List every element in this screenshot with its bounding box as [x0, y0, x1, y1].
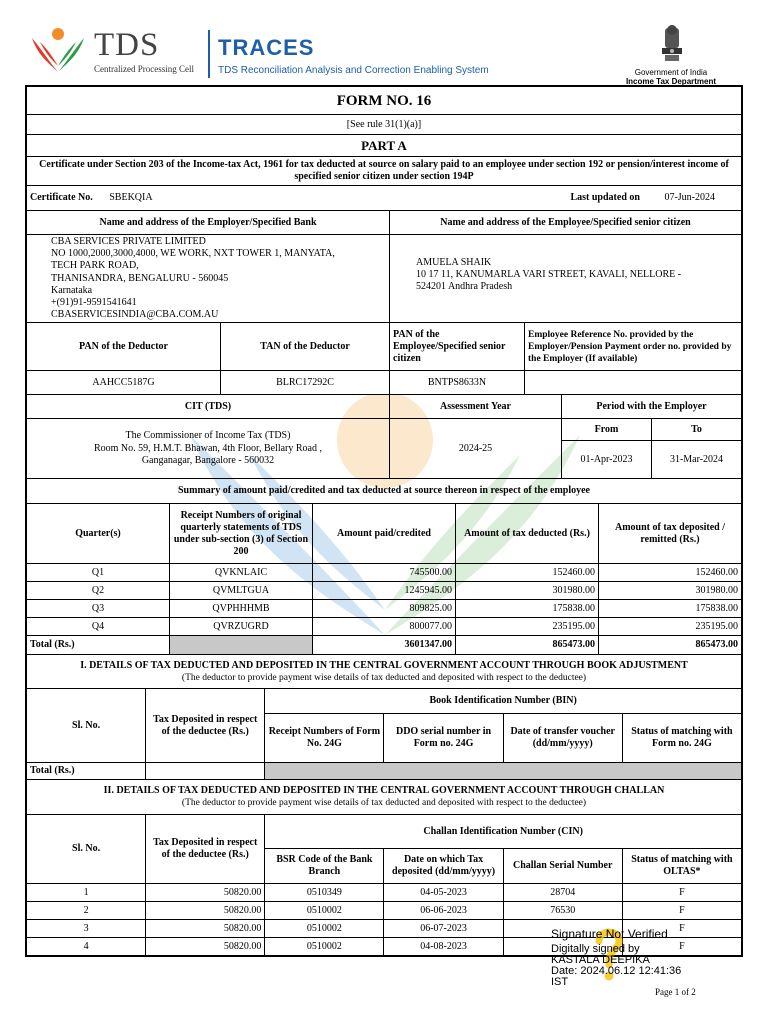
certificate-no-label: Certificate No.: [30, 192, 93, 203]
book-total-blank: [265, 763, 742, 780]
tax-deposited: 235195.00: [599, 618, 742, 636]
signature-date: Date: 2024.06.12 12:41:36: [551, 965, 682, 977]
challan-sl: 1: [27, 884, 146, 902]
table-row: [27, 600, 742, 618]
cin-heading: Challan Identification Number (CIN): [265, 815, 742, 849]
challan-col-bsr: BSR Code of the Bank Branch: [265, 849, 384, 884]
employer-line: CBASERVICESINDIA@CBA.COM.AU: [51, 309, 219, 321]
challan-note: (The deductor to provide payment wise details of tax deducted and deposited with respect to the deductee): [181, 798, 587, 809]
challan-col-serial: Challan Serial Number: [503, 849, 622, 884]
traces-title: TRACES: [218, 35, 315, 60]
employer-line: NO 1000,2000,3000,4000, WE WORK, NXT TOWER 1, MANYATA,: [51, 248, 335, 260]
pan-employee-label: PAN of the Employee/Specified senior citizen: [390, 323, 525, 371]
cit-address-line: Ganganagar, Bangalore - 560032: [141, 455, 275, 467]
period-from-label: From: [562, 419, 652, 441]
challan-sl: 4: [27, 938, 146, 956]
book-col-status: Status of matching with Form no. 24G: [622, 714, 741, 763]
challan-date: 04-08-2023: [384, 938, 503, 956]
period-label: Period with the Employer: [562, 395, 742, 419]
traces-subtitle: TDS Reconciliation Analysis and Correction Enabling System: [218, 65, 489, 76]
period-from: 01-Apr-2023: [562, 441, 652, 479]
title-block: [26, 86, 742, 186]
government-of-india: Government of India: [634, 68, 708, 77]
tds-logo-text: TDS: [94, 27, 160, 63]
form16-sheet: [25, 85, 743, 957]
tax-deposited: 152460.00: [599, 564, 742, 582]
employee-address: [390, 235, 742, 323]
income-tax-department: Income Tax Department: [625, 77, 717, 86]
amount-paid: 809825.00: [313, 600, 456, 618]
signature-status: Signature Not Verified: [551, 927, 668, 941]
total-amount-paid: 3601347.00: [313, 636, 456, 655]
bin-heading: Book Identification Number (BIN): [265, 689, 742, 714]
book-total-label: Total (Rs.): [27, 763, 146, 780]
challan-col-tax: Tax Deposited in respect of the deductee (Rs.): [146, 815, 265, 884]
challan-serial: 76530: [503, 902, 622, 920]
table-row: [27, 564, 742, 582]
employer-heading: Name and address of the Employer/Specified Bank: [27, 211, 390, 235]
book-adjustment-table: [26, 654, 742, 780]
tan-deductor: BLRC17292C: [221, 371, 390, 395]
signature-signer: KASTALA DEEPIKA: [551, 954, 650, 966]
table-row: [27, 618, 742, 636]
table-row: [27, 884, 742, 902]
employee-line: 524201 Andhra Pradesh: [416, 281, 513, 293]
challan-bsr: 0510349: [265, 884, 384, 902]
pan-deductor-label: PAN of the Deductor: [27, 323, 221, 371]
cit-address-line: Room No. 59, H.M.T. Bhawan, 4th Floor, Bellary Road ,: [93, 442, 322, 454]
employer-line: TECH PARK ROAD,: [51, 260, 139, 272]
col-receipt: Receipt Numbers of original quarterly statements of TDS under sub-section (3) of Section 200: [170, 504, 313, 564]
challan-status: F: [622, 902, 741, 920]
certificate-no-cell: [27, 186, 390, 211]
challan-bsr: 0510002: [265, 938, 384, 956]
certificate-row: [26, 185, 742, 211]
form-title: FORM NO. 16: [27, 87, 742, 115]
book-adjustment-note: (The deductor to provide payment wise details of tax deducted and deposited with respect to the deductee): [181, 672, 587, 683]
table-row: [27, 582, 742, 600]
employer-address: [27, 235, 390, 323]
amount-paid: 800077.00: [313, 618, 456, 636]
pan-deductor: AAHCC5187G: [27, 371, 221, 395]
challan-date: 04-05-2023: [384, 884, 503, 902]
signature-line: Digitally signed by: [551, 943, 640, 955]
certificate-description: Certificate under Section 203 of the Income-tax Act, 1961 for tax deducted at source on salary paid to an employee under section 192 or pension/interest income of specified senior citizen under section 194P: [27, 157, 742, 186]
employee-line: 10 17 11, KANUMARLA VARI STREET, KAVALI, NELLORE -: [416, 269, 682, 281]
book-adjustment-header: [27, 655, 742, 689]
challan-heading: II. DETAILS OF TAX DEDUCTED AND DEPOSITED IN THE CENTRAL GOVERNMENT ACCOUNT THROUGH CHALLAN: [103, 785, 665, 797]
col-tax-deposited: Amount of tax deposited / remitted (Rs.): [599, 504, 742, 564]
last-updated: 07-Jun-2024: [664, 192, 715, 203]
challan-status: F: [622, 938, 741, 956]
table-row: [27, 902, 742, 920]
total-tax-deducted: 865473.00: [456, 636, 599, 655]
challan-tax: 50820.00: [146, 902, 265, 920]
digital-signature-block: [551, 929, 701, 988]
challan-col-date: Date on which Tax deposited (dd/mm/yyyy): [384, 849, 503, 884]
book-total-value: [146, 763, 265, 780]
challan-col-sl: Sl. No.: [27, 815, 146, 884]
challan-tax: 50820.00: [146, 920, 265, 938]
challan-sl: 2: [27, 902, 146, 920]
national-emblem-icon: [656, 24, 688, 68]
total-receipt-blank: [170, 636, 313, 655]
receipt-no: QVRZUGRD: [170, 618, 313, 636]
pan-employee: BNTPS8633N: [390, 371, 525, 395]
cit-address: [27, 419, 390, 479]
col-amount-paid: Amount paid/credited: [313, 504, 456, 564]
page-header: [0, 0, 768, 86]
challan-status: F: [622, 884, 741, 902]
challan-bsr: 0510002: [265, 902, 384, 920]
challan-date: 06-07-2023: [384, 920, 503, 938]
employer-line: THANISANDRA, BENGALURU - 560045: [51, 272, 229, 284]
col-tax-deducted: Amount of tax deducted (Rs.): [456, 504, 599, 564]
tax-deducted: 235195.00: [456, 618, 599, 636]
challan-status: F: [622, 920, 741, 938]
challan-date: 06-06-2023: [384, 902, 503, 920]
quarter: Q2: [27, 582, 170, 600]
challan-tax: 50820.00: [146, 938, 265, 956]
challan-serial: 28704: [503, 884, 622, 902]
part-a-title: PART A: [27, 135, 742, 157]
employee-line: AMUELA SHAIK: [416, 257, 492, 268]
parties-table: [26, 210, 742, 323]
amount-paid: 1245945.00: [313, 582, 456, 600]
total-label: Total (Rs.): [27, 636, 170, 655]
certificate-no: SBEKQIA: [109, 192, 153, 203]
header-divider: [208, 30, 210, 78]
quarter: Q3: [27, 600, 170, 618]
tds-logo-subtitle: Centralized Processing Cell: [94, 64, 194, 74]
employee-ref-label: Employee Reference No. provided by the Employer/Pension Payment order no. provided by the Employer (If available): [525, 323, 742, 371]
summary-heading: Summary of amount paid/credited and tax deducted at source thereon in respect of the employee: [27, 479, 742, 504]
challan-bsr: 0510002: [265, 920, 384, 938]
challan-tax: 50820.00: [146, 884, 265, 902]
tax-deposited: 301980.00: [599, 582, 742, 600]
summary-table: [26, 478, 742, 655]
amount-paid: 745500.00: [313, 564, 456, 582]
employee-ref: [525, 371, 742, 395]
tan-deductor-label: TAN of the Deductor: [221, 323, 390, 371]
receipt-no: QVMLTGUA: [170, 582, 313, 600]
signature-timezone: IST: [551, 976, 569, 988]
tax-deducted: 301980.00: [456, 582, 599, 600]
government-label: [596, 68, 746, 86]
page-number: Page 1 of 2: [655, 987, 696, 997]
period-to-label: To: [652, 419, 742, 441]
book-col-receipt: Receipt Numbers of Form No. 24G: [265, 714, 384, 763]
employer-line: +(91)91-9591541641: [51, 297, 137, 309]
last-updated-cell: [390, 186, 742, 211]
quarter: Q4: [27, 618, 170, 636]
ids-table: [26, 322, 742, 395]
book-adjustment-heading: I. DETAILS OF TAX DEDUCTED AND DEPOSITED IN THE CENTRAL GOVERNMENT ACCOUNT THROUGH BOOK ADJUSTMENT: [80, 659, 688, 671]
book-col-tax: Tax Deposited in respect of the deductee (Rs.): [146, 689, 265, 763]
total-tax-deposited: 865473.00: [599, 636, 742, 655]
total-row: [27, 636, 742, 655]
challan-header: [27, 780, 742, 815]
tds-logo-icon: [28, 26, 88, 76]
cit-label: CIT (TDS): [27, 395, 390, 419]
employer-line: CBA SERVICES PRIVATE LIMITED: [51, 236, 206, 247]
tax-deducted: 175838.00: [456, 600, 599, 618]
cit-table: [26, 394, 742, 479]
quarter: Q1: [27, 564, 170, 582]
employer-line: Karnataka: [51, 284, 93, 296]
assessment-year-label: Assessment Year: [390, 395, 562, 419]
challan-sl: 3: [27, 920, 146, 938]
receipt-no: QVKNLAIC: [170, 564, 313, 582]
challan-col-status: Status of matching with OLTAS*: [622, 849, 741, 884]
tax-deducted: 152460.00: [456, 564, 599, 582]
period-to: 31-Mar-2024: [652, 441, 742, 479]
last-updated-label: Last updated on: [570, 192, 640, 203]
book-col-date: Date of transfer voucher (dd/mm/yyyy): [503, 714, 622, 763]
col-quarter: Quarter(s): [27, 504, 170, 564]
book-col-ddo: DDO serial number in Form no. 24G: [384, 714, 503, 763]
assessment-year: 2024-25: [390, 419, 562, 479]
tax-deposited: 175838.00: [599, 600, 742, 618]
cit-address-line: The Commissioner of Income Tax (TDS): [125, 430, 291, 442]
form-rule: [See rule 31(1)(a)]: [27, 115, 742, 135]
employee-heading: Name and address of the Employee/Specified senior citizen: [390, 211, 742, 235]
book-col-sl: Sl. No.: [27, 689, 146, 763]
receipt-no: QVPHHHMB: [170, 600, 313, 618]
